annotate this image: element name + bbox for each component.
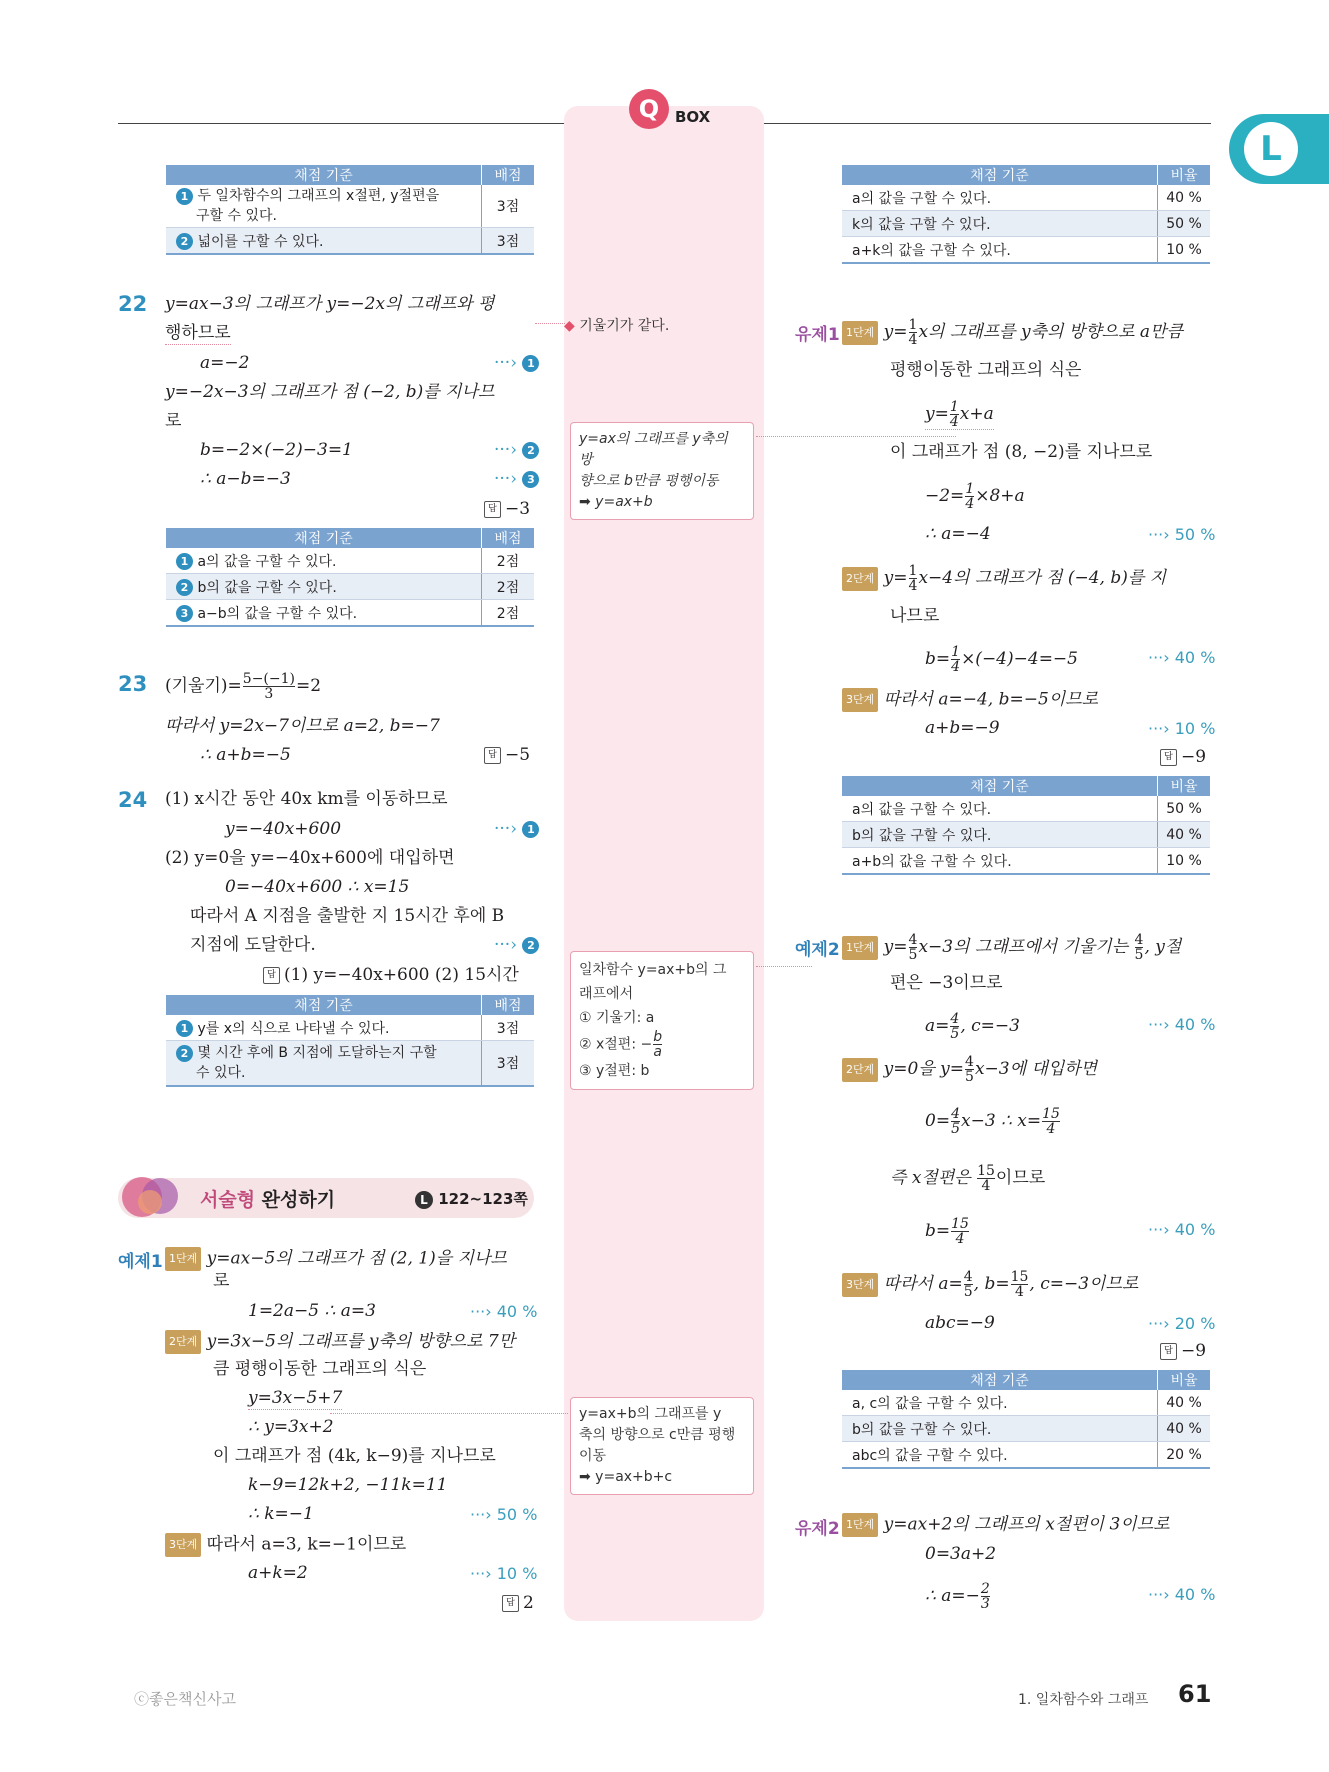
ex1-pct-2: ···› 50 % bbox=[470, 1505, 538, 1524]
qbox-circle bbox=[629, 89, 669, 129]
qbox-note-3: 일차함수 y=ax+b의 그 래프에서 ① 기울기: a ② x절편: − $\frac{b}{a}$ ③ y절편: b bbox=[570, 951, 754, 1090]
qbox-label: BOX bbox=[675, 108, 711, 126]
q24-line-4: 0=−40x+600 ∴ x=15 bbox=[225, 877, 410, 897]
u1-step1-d: 이 그래프가 점 (8, −2)를 지나므로 bbox=[890, 442, 1153, 462]
ex1-step3-b: a+k=2 bbox=[248, 1563, 308, 1583]
q22-line-3: a=−2 bbox=[200, 353, 250, 373]
qbox-note-4: y=ax+b의 그래프를 y 축의 방향으로 c만큼 평행 이동 ➡ y=ax+b+c bbox=[570, 1397, 754, 1495]
u1-step1-b: 평행이동한 그래프의 식은 bbox=[890, 360, 1082, 380]
q22-line-5: 로 bbox=[165, 411, 182, 431]
practice-1-label: 유제1 bbox=[795, 325, 840, 345]
q22-line-1: y=ax−3의 그래프가 y=−2x의 그래프와 평 bbox=[165, 294, 495, 314]
q23-line-1: (기울기)= $\frac{5-(-1)}{3}$ =2 bbox=[165, 671, 322, 702]
q22-marker-1: ···› 1 bbox=[494, 352, 539, 374]
u1-answer: 답 −9 bbox=[1160, 746, 1206, 768]
ex2-step1-c: a= $\frac{4}{5}$ , c=−3 bbox=[925, 1011, 1020, 1042]
u1-step1-e: −2= $\frac{1}{4}$ ×8+a bbox=[925, 481, 1025, 512]
connector-2 bbox=[756, 436, 956, 437]
page-number: 61 bbox=[1178, 1680, 1212, 1708]
u1-step2: 2단계 y= $\frac{1}{4}$ x−4의 그래프가 점 (−4, b)를 지 bbox=[842, 564, 1166, 593]
qbox-note-1: ◆ 기울기가 같다. bbox=[564, 318, 670, 334]
q24-line-6: 지점에 도달한다. bbox=[190, 935, 316, 955]
q24-answer: 답 (1) y=−40x+600 (2) 15시간 bbox=[263, 964, 519, 986]
q22-answer: 답 −3 bbox=[484, 498, 530, 520]
ex1-step2-f: k−9=12k+2, −11k=11 bbox=[248, 1475, 448, 1495]
q23-line-3: ∴ a+b=−5 bbox=[200, 745, 291, 765]
u1-pct-2: ···› 40 % bbox=[1148, 648, 1216, 667]
u1-step3-b: a+b=−9 bbox=[925, 718, 1000, 738]
u1-step1-f: ∴ a=−4 bbox=[925, 524, 991, 544]
scoring-table-6: 채점 기준 비율 a, c의 값을 구할 수 있다. 40 % b의 값을 구할 수 있다. 40 % abc의 값을 구할 수 있다. 20 % bbox=[842, 1370, 1210, 1469]
u1-step1: 1단계 y= $\frac{1}{4}$ x의 그래프를 y축의 방향으로 a만큼 bbox=[842, 318, 1183, 347]
header-rule-left bbox=[118, 123, 565, 124]
section-banner-icon bbox=[120, 1172, 192, 1222]
ex1-step2-d: ∴ y=3x+2 bbox=[248, 1417, 334, 1437]
ex2-step2-d: b= $\frac{15}{4}$ bbox=[925, 1216, 969, 1247]
ex1-step2-g: ∴ k=−1 bbox=[248, 1504, 314, 1524]
q22-marker-2: ···› 2 bbox=[494, 439, 539, 461]
ex1-step2: 2단계 y=3x−5의 그래프를 y축의 방향으로 7만 bbox=[165, 1330, 515, 1354]
q22-line-7: ∴ a−b=−3 bbox=[200, 469, 291, 489]
side-tab-icon: L bbox=[1244, 122, 1298, 176]
ex2-pct-3: ···› 20 % bbox=[1148, 1314, 1216, 1333]
q24-line-3: (2) y=0을 y=−40x+600에 대입하면 bbox=[165, 848, 455, 868]
footer-chapter: 1. 일차함수와 그래프 bbox=[1018, 1692, 1149, 1708]
ex1-step2-b: 큼 평행이동한 그래프의 식은 bbox=[213, 1359, 427, 1379]
ex2-step1: 1단계 y= $\frac{4}{5}$ x−3의 그래프에서 기울기는 $\frac{4}{5}$ , y절 bbox=[842, 933, 1181, 962]
u1-step1-c: y= $\frac{1}{4}$ x+a bbox=[925, 399, 994, 430]
q24-line-5: 따라서 A 지점을 출발한 지 15시간 후에 B bbox=[190, 906, 505, 926]
q24-marker-1: ···› 1 bbox=[494, 818, 539, 840]
section-title: 서술형 완성하기 bbox=[200, 1189, 336, 1211]
u1-step2-c: b= $\frac{1}{4}$ ×(−4)−4=−5 bbox=[925, 644, 1078, 675]
scoring-table-3: 채점 기준 배점 1 y를 x의 식으로 나타낼 수 있다. 3점 2 몇 시간 후에 B 지점에 도달하는지 구할 수 있다. 3점 bbox=[166, 995, 534, 1087]
connector-4 bbox=[330, 1413, 568, 1414]
ex2-step3: 3단계 따라서 a= $\frac{4}{5}$ , b= $\frac{15}{4}$ , c=−3이므로 bbox=[842, 1270, 1138, 1299]
q23-answer: 답 −5 bbox=[484, 744, 530, 766]
q23-line-2: 따라서 y=2x−7이므로 a=2, b=−7 bbox=[165, 716, 440, 736]
footer-copyright: ⓒ좋은책신사고 bbox=[134, 1690, 236, 1708]
q22-line-2: 행하므로 bbox=[165, 323, 231, 343]
ex1-pct-1: ···› 40 % bbox=[470, 1302, 538, 1321]
ex2-step3-b: abc=−9 bbox=[925, 1313, 995, 1333]
scoring-table-2: 채점 기준 배점 1 a의 값을 구할 수 있다. 2점 2 b의 값을 구할 수 있다. 2점 3 a−b의 값을 구할 수 있다. 2점 bbox=[166, 528, 534, 627]
ex1-answer: 답 2 bbox=[502, 1592, 534, 1614]
qbox-note-2: y=ax의 그래프를 y축의 방 향으로 b만큼 평행이동 ➡ y=ax+b bbox=[570, 422, 754, 520]
u2-step1: 1단계 y=ax+2의 그래프의 x절편이 3이므로 bbox=[842, 1513, 1170, 1537]
u1-step2-b: 나므로 bbox=[890, 606, 940, 626]
ex1-step1-c: 1=2a−5 ∴ a=3 bbox=[248, 1301, 376, 1321]
qbox-letter: Q bbox=[638, 95, 660, 123]
u1-pct-3: ···› 10 % bbox=[1148, 719, 1216, 738]
u2-pct-1: ···› 40 % bbox=[1148, 1585, 1216, 1604]
answer-icon: 답 bbox=[484, 501, 501, 518]
table-header: 채점 기준 bbox=[166, 165, 482, 185]
u1-step3: 3단계 따라서 a=−4, b=−5이므로 bbox=[842, 688, 1098, 712]
u1-pct-1: ···› 50 % bbox=[1148, 525, 1216, 544]
q24-line-2: y=−40x+600 bbox=[225, 819, 342, 839]
connector-1 bbox=[535, 323, 565, 324]
ex1-step1-b: 로 bbox=[213, 1271, 230, 1291]
ex1-pct-3: ···› 10 % bbox=[470, 1564, 538, 1583]
problem-number-22: 22 bbox=[118, 292, 148, 316]
ex2-pct-1: ···› 40 % bbox=[1148, 1015, 1216, 1034]
ex1-step2-c: y=3x−5+7 bbox=[248, 1388, 343, 1408]
ex1-step3: 3단계 따라서 a=3, k=−1이므로 bbox=[165, 1533, 406, 1557]
connector-3 bbox=[756, 966, 812, 967]
q24-line-1: (1) x시간 동안 40x km를 이동하므로 bbox=[165, 789, 448, 809]
section-ref: L 122~123쪽 bbox=[415, 1188, 528, 1209]
scoring-table-1: 채점 기준 배점 1 두 일차함수의 그래프의 x절편, y절편을 구할 수 있다. 3점 2 넓이를 구할 수 있다. 3점 bbox=[166, 165, 534, 255]
q22-line-4: y=−2x−3의 그래프가 점 (−2, b)를 지나므 bbox=[165, 382, 495, 402]
ex2-step2-c: 즉 x절편은 $\frac{15}{4}$ 이므로 bbox=[890, 1163, 1046, 1194]
header-rule-right bbox=[764, 123, 1211, 124]
q22-line-6: b=−2×(−2)−3=1 bbox=[200, 440, 353, 460]
ex2-step1-b: 편은 −3이므로 bbox=[890, 973, 1003, 993]
ex2-step2: 2단계 y=0을 y= $\frac{4}{5}$ x−3에 대입하면 bbox=[842, 1055, 1097, 1084]
u2-step1-b: 0=3a+2 bbox=[925, 1544, 997, 1564]
ex1-step1: 1단계 y=ax−5의 그래프가 점 (2, 1)을 지나므 bbox=[165, 1247, 507, 1271]
example-2-label: 예제2 bbox=[795, 940, 840, 960]
example-1-label: 예제1 bbox=[118, 1252, 163, 1272]
scoring-table-4: 채점 기준 비율 a의 값을 구할 수 있다. 40 % k의 값을 구할 수 있다. 50 % a+k의 값을 구할 수 있다. 10 % bbox=[842, 165, 1210, 264]
ex2-pct-2: ···› 40 % bbox=[1148, 1220, 1216, 1239]
ex2-step2-b: 0= $\frac{4}{5}$ x−3 ∴ x= $\frac{15}{4}$ bbox=[925, 1106, 1060, 1137]
problem-number-24: 24 bbox=[118, 788, 148, 812]
problem-number-23: 23 bbox=[118, 672, 148, 696]
scoring-table-5: 채점 기준 비율 a의 값을 구할 수 있다. 50 % b의 값을 구할 수 있다. 40 % a+b의 값을 구할 수 있다. 10 % bbox=[842, 776, 1210, 875]
q22-marker-3: ···› 3 bbox=[494, 468, 539, 490]
q24-marker-2: ···› 2 bbox=[494, 934, 539, 956]
ex2-answer: 답 −9 bbox=[1160, 1340, 1206, 1362]
ex1-step2-e: 이 그래프가 점 (4k, k−9)를 지나므로 bbox=[213, 1446, 496, 1466]
practice-2-label: 유제2 bbox=[795, 1519, 840, 1539]
u2-step1-c: ∴ a=− $\frac{2}{3}$ bbox=[925, 1581, 990, 1612]
